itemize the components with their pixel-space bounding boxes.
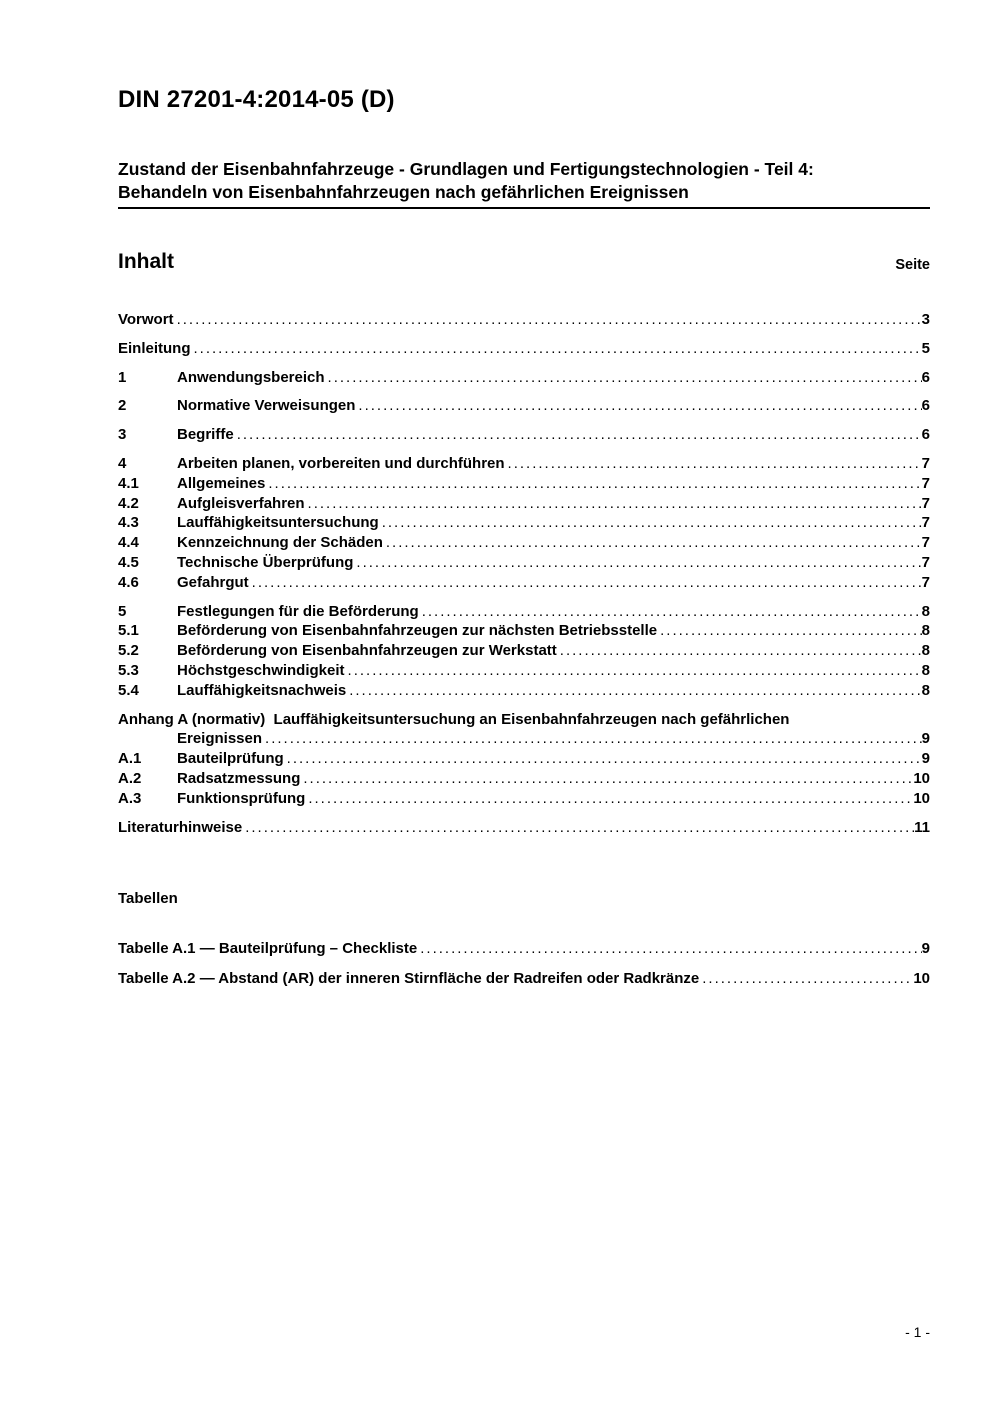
dot-leader <box>237 425 922 445</box>
toc-entry-page: 7 <box>921 573 930 591</box>
toc-entry-page: 6 <box>921 426 930 444</box>
toc-entry-page: 7 <box>921 454 930 472</box>
toc-entry <box>118 681 930 701</box>
toc-entry-page: 9 <box>921 750 930 768</box>
toc-entry-number: 1 <box>118 368 127 386</box>
page-column-label: Seite <box>895 257 930 273</box>
toc-entry-page: 5 <box>921 339 930 357</box>
toc-entry-title: Funktionsprüfung <box>177 789 306 807</box>
toc-entry-number: 4.6 <box>118 573 139 591</box>
toc-entry-continuation-line <box>118 729 930 749</box>
dot-leader <box>303 769 913 789</box>
dot-leader <box>508 454 922 474</box>
toc-entry-title: Höchstgeschwindigkeit <box>177 661 345 679</box>
footer-page-number: - 1 - <box>905 1324 930 1340</box>
toc-header-row <box>118 249 930 274</box>
toc-entry <box>118 818 930 838</box>
toc-entry <box>118 513 930 533</box>
toc-entry-page: 6 <box>921 368 930 386</box>
toc-entry-title: Lauffähigkeitsnachweis <box>177 681 347 699</box>
toc-entry-number: A.1 <box>118 750 142 768</box>
toc-entry-number: 5 <box>118 602 127 620</box>
toc-entry-page: 10 <box>913 969 930 987</box>
toc-entry-page: 7 <box>921 514 930 532</box>
toc-entry <box>118 474 930 494</box>
toc-entry-page: 7 <box>921 474 930 492</box>
toc-entry-number: 5.2 <box>118 642 139 660</box>
toc-entry-page: 9 <box>921 730 930 748</box>
toc-entry-number: A.3 <box>118 789 142 807</box>
toc-entry-title: Einleitung <box>118 339 191 357</box>
toc-entry-title: Aufgleisverfahren <box>177 494 305 512</box>
standard-id-title: DIN 27201-4:2014-05 (D) <box>118 86 395 113</box>
document-title-line-2: Behandeln von Eisenbahnfahrzeugen nach gefährlichen Ereignissen <box>118 181 689 202</box>
table-entry-title: Tabelle A.1 — Bauteilprüfung – Checkliste <box>118 940 418 958</box>
tables-heading: Tabellen <box>118 890 178 908</box>
toc-entry-title: Begriffe <box>177 426 234 444</box>
toc-entry-number: 4.3 <box>118 514 139 532</box>
toc-entry <box>118 310 930 330</box>
toc-entry <box>118 749 930 769</box>
dot-leader <box>328 368 922 388</box>
toc-entry-number: 3 <box>118 426 127 444</box>
dot-leader <box>356 553 921 573</box>
toc-entry-page: 6 <box>921 397 930 415</box>
toc-entry-page: 8 <box>921 602 930 620</box>
tables-list <box>118 939 930 988</box>
dot-leader <box>660 621 922 641</box>
toc-entry-number: 4.5 <box>118 553 139 571</box>
dot-leader <box>245 818 914 838</box>
toc-entry-title: Ereignissen <box>177 730 263 748</box>
toc-entry-page: 8 <box>921 622 930 640</box>
toc-entry-title: Gefahrgut <box>177 573 249 591</box>
toc-entry <box>118 494 930 514</box>
toc-entry-number: 4 <box>118 454 127 472</box>
dot-leader <box>265 729 922 749</box>
dot-leader <box>308 494 922 514</box>
dot-leader <box>348 661 922 681</box>
toc-entry-number: 4.2 <box>118 494 139 512</box>
toc-entry-number: A.2 <box>118 769 142 787</box>
toc-entry-title: Festlegungen für die Beförderung <box>177 602 419 620</box>
dot-leader <box>194 339 922 359</box>
toc-entry-page: 7 <box>921 553 930 571</box>
toc-entry <box>118 396 930 416</box>
toc-entry-page: 8 <box>921 661 930 679</box>
toc-entry <box>118 533 930 553</box>
toc-entry-page: 8 <box>921 642 930 660</box>
toc-entry <box>118 710 930 750</box>
toc-entry <box>118 621 930 641</box>
dot-leader <box>386 533 922 553</box>
dot-leader <box>349 681 921 701</box>
dot-leader <box>252 573 922 593</box>
toc-entry <box>118 339 930 359</box>
dot-leader <box>268 474 921 494</box>
toc-entry-page: 8 <box>921 681 930 699</box>
dot-leader <box>420 939 921 959</box>
toc-entry-title: Bauteilprüfung <box>177 750 284 768</box>
toc-entry <box>118 454 930 474</box>
toc-entry-title: Lauffähigkeitsuntersuchung <box>177 514 379 532</box>
toc-entry-title: Normative Verweisungen <box>177 397 356 415</box>
toc-entry-number: 2 <box>118 397 127 415</box>
toc-entry-title: Anwendungsbereich <box>177 368 325 386</box>
toc-entry-page: 7 <box>921 534 930 552</box>
toc-entry-number: 4.4 <box>118 534 139 552</box>
toc-entry <box>118 641 930 661</box>
toc-entry-title: Vorwort <box>118 311 174 328</box>
toc-list <box>118 310 930 837</box>
dot-leader <box>560 641 922 661</box>
toc-entry <box>118 573 930 593</box>
toc-entry-title: Beförderung von Eisenbahnfahrzeugen zur nächsten Betriebsstelle <box>177 622 658 640</box>
toc-entry-title: Arbeiten planen, vorbereiten und durchführen <box>177 454 505 472</box>
toc-entry-number: 5.3 <box>118 661 139 679</box>
toc-entry <box>118 769 930 789</box>
document-title <box>118 158 930 209</box>
toc-entry-title: Kennzeichnung der Schäden <box>177 534 383 552</box>
dot-leader <box>308 789 913 809</box>
table-entry-title: Tabelle A.2 — Abstand (AR) der inneren Stirnfläche der Radreifen oder Radkränze <box>118 969 700 987</box>
toc-entry-title: Beförderung von Eisenbahnfahrzeugen zur Werkstatt <box>177 642 557 660</box>
toc-entry-number: 5.1 <box>118 622 139 640</box>
table-entry <box>118 969 930 989</box>
table-entry <box>118 939 930 959</box>
document-title-line-1: Zustand der Eisenbahnfahrzeuge - Grundlagen und Fertigungstechnologien - Teil 4: <box>118 159 814 179</box>
dot-leader <box>358 396 921 416</box>
toc-entry <box>118 425 930 445</box>
toc-entry <box>118 661 930 681</box>
toc-entry-page: 3 <box>921 311 930 328</box>
toc-entry-overflow-line: Anhang A (normativ) Lauffähigkeitsuntersuchung an Eisenbahnfahrzeugen nach gefährlichen <box>118 710 790 728</box>
dot-leader <box>177 310 922 330</box>
dot-leader <box>702 969 913 989</box>
toc-entry-page: 9 <box>921 940 930 958</box>
toc-entry-page: 10 <box>913 769 930 787</box>
toc-entry <box>118 553 930 573</box>
toc-heading: Inhalt <box>118 250 174 273</box>
dot-leader <box>382 513 922 533</box>
toc-entry-title: Radsatzmessung <box>177 769 301 787</box>
dot-leader <box>287 749 922 769</box>
toc-entry-title: Literaturhinweise <box>118 818 243 836</box>
dot-leader <box>422 602 922 622</box>
toc-entry-number: 5.4 <box>118 681 139 699</box>
toc-entry-number: 4.1 <box>118 474 139 492</box>
toc-entry-page: 7 <box>921 494 930 512</box>
toc-entry <box>118 368 930 388</box>
toc-entry <box>118 789 930 809</box>
toc-entry-title: Allgemeines <box>177 474 266 492</box>
toc-entry <box>118 602 930 622</box>
toc-entry-page: 10 <box>913 789 930 807</box>
toc-entry-page: 11 <box>914 818 930 836</box>
toc-entry-title: Technische Überprüfung <box>177 553 354 571</box>
